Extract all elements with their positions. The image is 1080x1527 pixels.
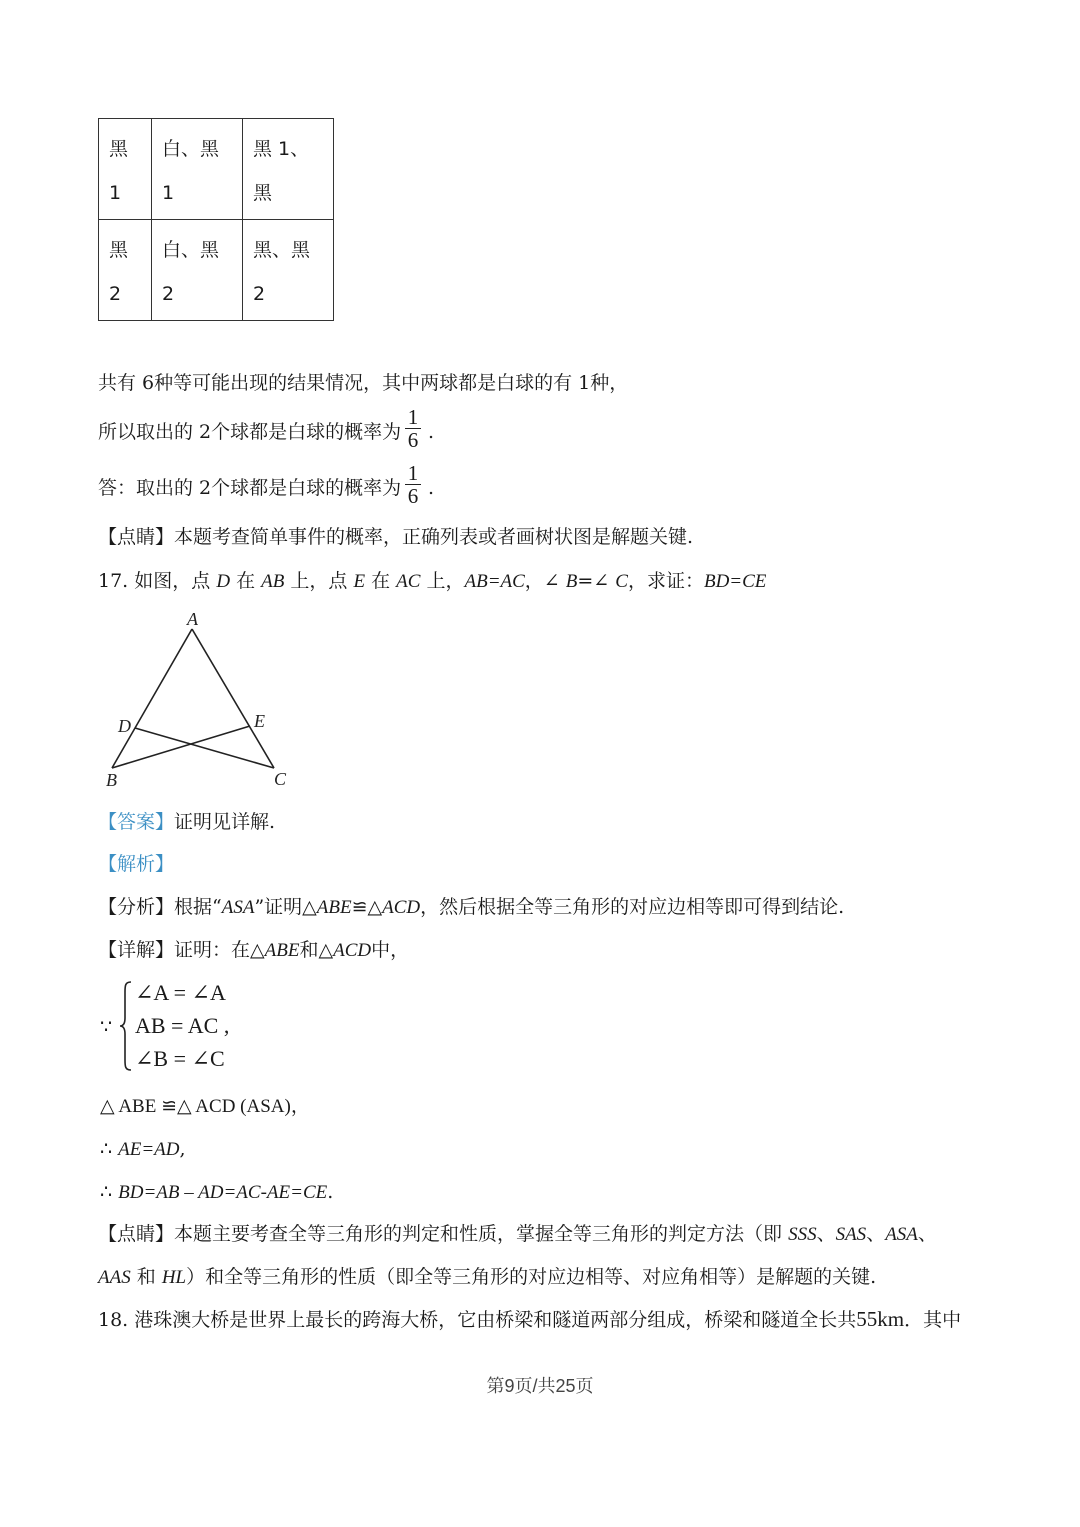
q16-result-line: 共有 6种等可能出现的结果情况，其中两球都是白球的有 1种，	[98, 372, 629, 394]
label-c: C	[274, 769, 287, 789]
label-a: A	[187, 609, 198, 629]
left-brace	[119, 980, 133, 1072]
period: .	[428, 477, 435, 499]
page-number: 第9页/共25页	[486, 1376, 594, 1396]
q17-dianjing-line1: 【点睛】本题主要考查全等三角形的判定和性质，掌握全等三角形的判定方法（即 SSS、SAS、ASA、	[98, 1223, 937, 1245]
table-row	[99, 119, 334, 220]
table-cell: 黑、黑 2	[243, 220, 334, 321]
table-row	[99, 220, 334, 321]
q17-analysis-tag: 【解析】	[98, 853, 175, 875]
triangle-figure	[98, 605, 298, 795]
outcome-table	[98, 118, 334, 321]
fraction-one-sixth: 1 6	[405, 462, 421, 507]
q17-xiangjie: 【详解】证明：在△ABE和△ACD中，	[98, 939, 410, 961]
label-b: B	[106, 770, 117, 790]
q17-answer: 【答案】证明见详解.	[98, 811, 276, 833]
q18-stem: 18. 港珠澳大桥是世界上最长的跨海大桥，它由桥梁和隧道两部分组成，桥梁和隧道全长共55km．其中	[98, 1307, 962, 1331]
q17-stem: 17. 如图，点 D 在 AB 上，点 E 在 AC 上，AB=AC，∠ B=∠ C，求证：BD=CE	[98, 570, 767, 592]
equation-row: ∠B = ∠C	[135, 1046, 225, 1071]
q16-probability-line: 所以取出的 2个球都是白球的概率为	[98, 421, 402, 443]
table-cell: 黑 1、 黑	[243, 119, 334, 220]
q17-fenxi: 【分析】根据“ASA”证明△ABE≌△ACD，然后根据全等三角形的对应边相等即可得到结论.	[98, 896, 845, 918]
equation-row: AB = AC ,	[135, 1013, 230, 1038]
therefore-line: ∴ BD=AB – AD=AC-AE=CE.	[100, 1181, 334, 1203]
table-cell: 白、黑 2	[152, 220, 243, 321]
fraction-one-sixth: 1 6	[405, 406, 421, 451]
equation-row: ∠A = ∠A	[135, 980, 226, 1005]
therefore-line: ∴ AE=AD,	[100, 1138, 186, 1160]
table-cell: 黑 1	[99, 119, 152, 220]
q17-dianjing-line2: AAS 和 HL）和全等三角形的性质（即全等三角形的对应边相等、对应角相等）是解题的关键.	[98, 1266, 877, 1288]
q16-comment: 【点睛】本题考查简单事件的概率，正确列表或者画树状图是解题关键.	[98, 526, 694, 548]
label-e: E	[254, 711, 265, 731]
period: .	[428, 421, 435, 443]
table-cell: 白、黑 1	[152, 119, 243, 220]
congruence-line: △ ABE ≌△ ACD (ASA)，	[100, 1096, 310, 1117]
because-symbol: ∵	[100, 1016, 113, 1038]
q16-answer-line: 答：取出的 2个球都是白球的概率为	[98, 477, 402, 499]
table-cell: 黑 2	[99, 220, 152, 321]
label-d: D	[118, 716, 131, 736]
